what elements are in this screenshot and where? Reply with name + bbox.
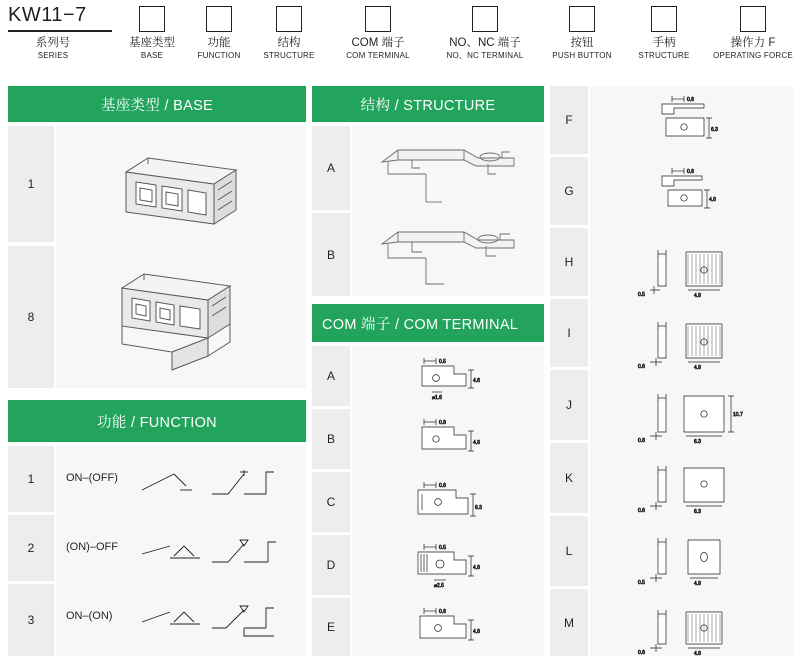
svg-text:4.8: 4.8 — [473, 565, 480, 571]
function-row-label-1 — [8, 446, 54, 512]
label-text: 2 — [27, 541, 35, 555]
header-col-en: SERIES — [37, 51, 69, 60]
operating-force-box[interactable] — [740, 6, 766, 32]
com-terminal-row-label-a — [312, 346, 350, 406]
label-text: L — [565, 544, 573, 558]
no-nc-row-label-j — [550, 370, 588, 440]
header-col-operating-force — [706, 6, 800, 61]
svg-text:10.7: 10.7 — [733, 412, 743, 418]
header-col-base — [114, 6, 190, 61]
label-text: A — [326, 369, 335, 383]
structure-row-label-a — [312, 126, 350, 210]
label-text: B — [326, 432, 335, 446]
com-terminal-b-drawing — [402, 415, 498, 469]
svg-text:0.8: 0.8 — [687, 169, 694, 175]
label-text: K — [564, 471, 573, 485]
svg-text:4.8: 4.8 — [694, 651, 701, 657]
svg-text:6.3: 6.3 — [694, 509, 701, 515]
base-section-title: 基座类型 / BASE — [100, 97, 214, 114]
svg-text:0.8: 0.8 — [439, 609, 446, 615]
structure-a-illustration — [368, 140, 528, 208]
header-col-series — [14, 6, 92, 61]
function-row-label-2 — [8, 515, 54, 581]
label-text: G — [564, 184, 574, 198]
function-1-schematic — [140, 460, 300, 506]
svg-text:0.5: 0.5 — [439, 359, 446, 365]
label-text: C — [326, 495, 336, 509]
base-1-illustration — [118, 138, 248, 234]
header-col-en: OPERATING FORCE — [713, 51, 793, 60]
header-col-cn: 操作力 F — [730, 37, 776, 49]
no-nc-j-drawing — [632, 390, 764, 450]
function-section-title: 功能 / FUNCTION — [97, 414, 217, 431]
header-col-cn: 手柄 — [652, 37, 676, 49]
base-row-label-1 — [8, 126, 54, 242]
base-section-header — [8, 86, 306, 122]
header-col-handle — [622, 6, 706, 61]
header-col-en: NO、NC TERMINAL — [446, 51, 524, 60]
header-col-cn: 功能 — [207, 37, 231, 49]
label-text: F — [565, 113, 573, 127]
com-terminal-box[interactable] — [365, 6, 391, 32]
header-col-cn: 系列号 — [35, 37, 71, 49]
function-box[interactable] — [206, 6, 232, 32]
svg-text:0.8: 0.8 — [439, 420, 446, 426]
base-box[interactable] — [139, 6, 165, 32]
header-col-com-terminal — [328, 6, 428, 61]
no-nc-row-label-f — [550, 86, 588, 154]
no-nc-row-label-g — [550, 157, 588, 225]
svg-text:⌀2.5: ⌀2.5 — [434, 583, 444, 589]
svg-text:4.8: 4.8 — [473, 378, 480, 384]
header-col-push-button — [542, 6, 622, 61]
com-terminal-c-drawing — [402, 478, 498, 532]
svg-text:0.8: 0.8 — [439, 483, 446, 489]
no-nc-row-label-l — [550, 516, 588, 586]
handle-box[interactable] — [651, 6, 677, 32]
svg-text:6.3: 6.3 — [711, 127, 718, 133]
svg-text:4.8: 4.8 — [694, 581, 701, 587]
label-text: 1 — [27, 177, 35, 191]
svg-text:0.8: 0.8 — [687, 97, 694, 103]
header-col-cn: 按钮 — [570, 37, 594, 49]
no-nc-g-drawing — [648, 166, 758, 228]
svg-text:4.8: 4.8 — [709, 197, 716, 203]
label-text: E — [326, 620, 335, 634]
svg-text:0.8: 0.8 — [638, 364, 645, 370]
structure-section-header — [312, 86, 544, 122]
svg-text:0.5: 0.5 — [638, 580, 645, 586]
push-button-box[interactable] — [569, 6, 595, 32]
svg-text:0.8: 0.8 — [638, 650, 645, 656]
com-terminal-row-label-b — [312, 409, 350, 469]
com-terminal-section-header — [312, 304, 544, 342]
label-text: 1 — [27, 472, 35, 486]
com-terminal-row-label-e — [312, 598, 350, 656]
function-section-header — [8, 400, 306, 442]
function-3-schematic — [140, 598, 300, 646]
label-text: 8 — [27, 310, 35, 324]
label-text: B — [326, 247, 335, 262]
svg-text:⌀1.6: ⌀1.6 — [432, 395, 442, 401]
header-col-en: BASE — [140, 51, 164, 60]
no-nc-l-drawing — [632, 534, 760, 592]
header-col-en: COM TERMINAL — [346, 51, 410, 60]
label-text: 3 — [27, 613, 35, 627]
label-text: M — [564, 615, 574, 630]
function-mode-1: ON–(OFF) — [66, 472, 118, 484]
com-terminal-section-title: COM 端子 / COM TERMINAL — [322, 316, 519, 333]
header-col-structure — [252, 6, 326, 61]
svg-text:0.5: 0.5 — [439, 545, 446, 551]
no-nc-row-label-k — [550, 443, 588, 513]
label-text: A — [326, 161, 335, 175]
page-title: KW11−7 — [8, 4, 87, 26]
header-col-no-nc-terminal — [428, 6, 542, 61]
com-terminal-row-label-c — [312, 472, 350, 532]
svg-text:0.5: 0.5 — [638, 292, 645, 298]
label-text: J — [566, 398, 572, 412]
com-terminal-a-drawing — [402, 352, 498, 408]
base-8-illustration — [112, 252, 252, 378]
base-row-label-8 — [8, 246, 54, 388]
no-nc-terminal-box[interactable] — [472, 6, 498, 32]
header-col-en: PUSH BUTTON — [552, 51, 612, 60]
function-mode-2: (ON)–OFF — [66, 541, 118, 553]
no-nc-row-label-m — [550, 589, 588, 656]
svg-text:4.8: 4.8 — [473, 629, 480, 635]
no-nc-m-drawing — [632, 606, 760, 662]
structure-section-title: 结构 / STRUCTURE — [360, 97, 496, 114]
svg-text:4.8: 4.8 — [694, 365, 701, 371]
header — [0, 0, 802, 80]
svg-text:4.8: 4.8 — [473, 440, 480, 446]
label-text: H — [564, 255, 574, 269]
structure-row-label-b — [312, 213, 350, 296]
header-col-cn: NO、NC 端子 — [449, 37, 521, 49]
no-nc-row-label-i — [550, 299, 588, 367]
function-row-label-3 — [8, 584, 54, 656]
function-mode-3: ON–(ON) — [66, 610, 113, 622]
com-terminal-d-drawing — [402, 540, 498, 598]
header-col-en: FUNCTION — [197, 51, 241, 60]
header-col-cn: 基座类型 — [129, 37, 175, 49]
structure-b-illustration — [368, 222, 528, 290]
header-col-cn: COM 端子 — [351, 37, 405, 49]
header-col-function — [186, 6, 252, 61]
svg-text:0.8: 0.8 — [638, 508, 645, 514]
com-terminal-row-label-d — [312, 535, 350, 595]
com-terminal-e-drawing — [402, 604, 498, 656]
header-col-en: STRUCTURE — [263, 51, 315, 60]
label-text: D — [326, 558, 336, 572]
structure-box[interactable] — [276, 6, 302, 32]
svg-text:6.3: 6.3 — [694, 439, 701, 445]
svg-text:6.3: 6.3 — [475, 505, 482, 511]
no-nc-row-label-h — [550, 228, 588, 296]
svg-text:4.8: 4.8 — [694, 293, 701, 299]
header-col-en: STRUCTURE — [638, 51, 690, 60]
label-text: I — [567, 326, 571, 340]
header-col-cn: 结构 — [277, 37, 301, 49]
no-nc-k-drawing — [632, 462, 760, 520]
function-2-schematic — [140, 530, 300, 576]
svg-text:0.8: 0.8 — [638, 438, 645, 444]
no-nc-h-drawing — [632, 246, 760, 304]
no-nc-i-drawing — [632, 318, 760, 376]
no-nc-f-drawing — [648, 94, 758, 156]
